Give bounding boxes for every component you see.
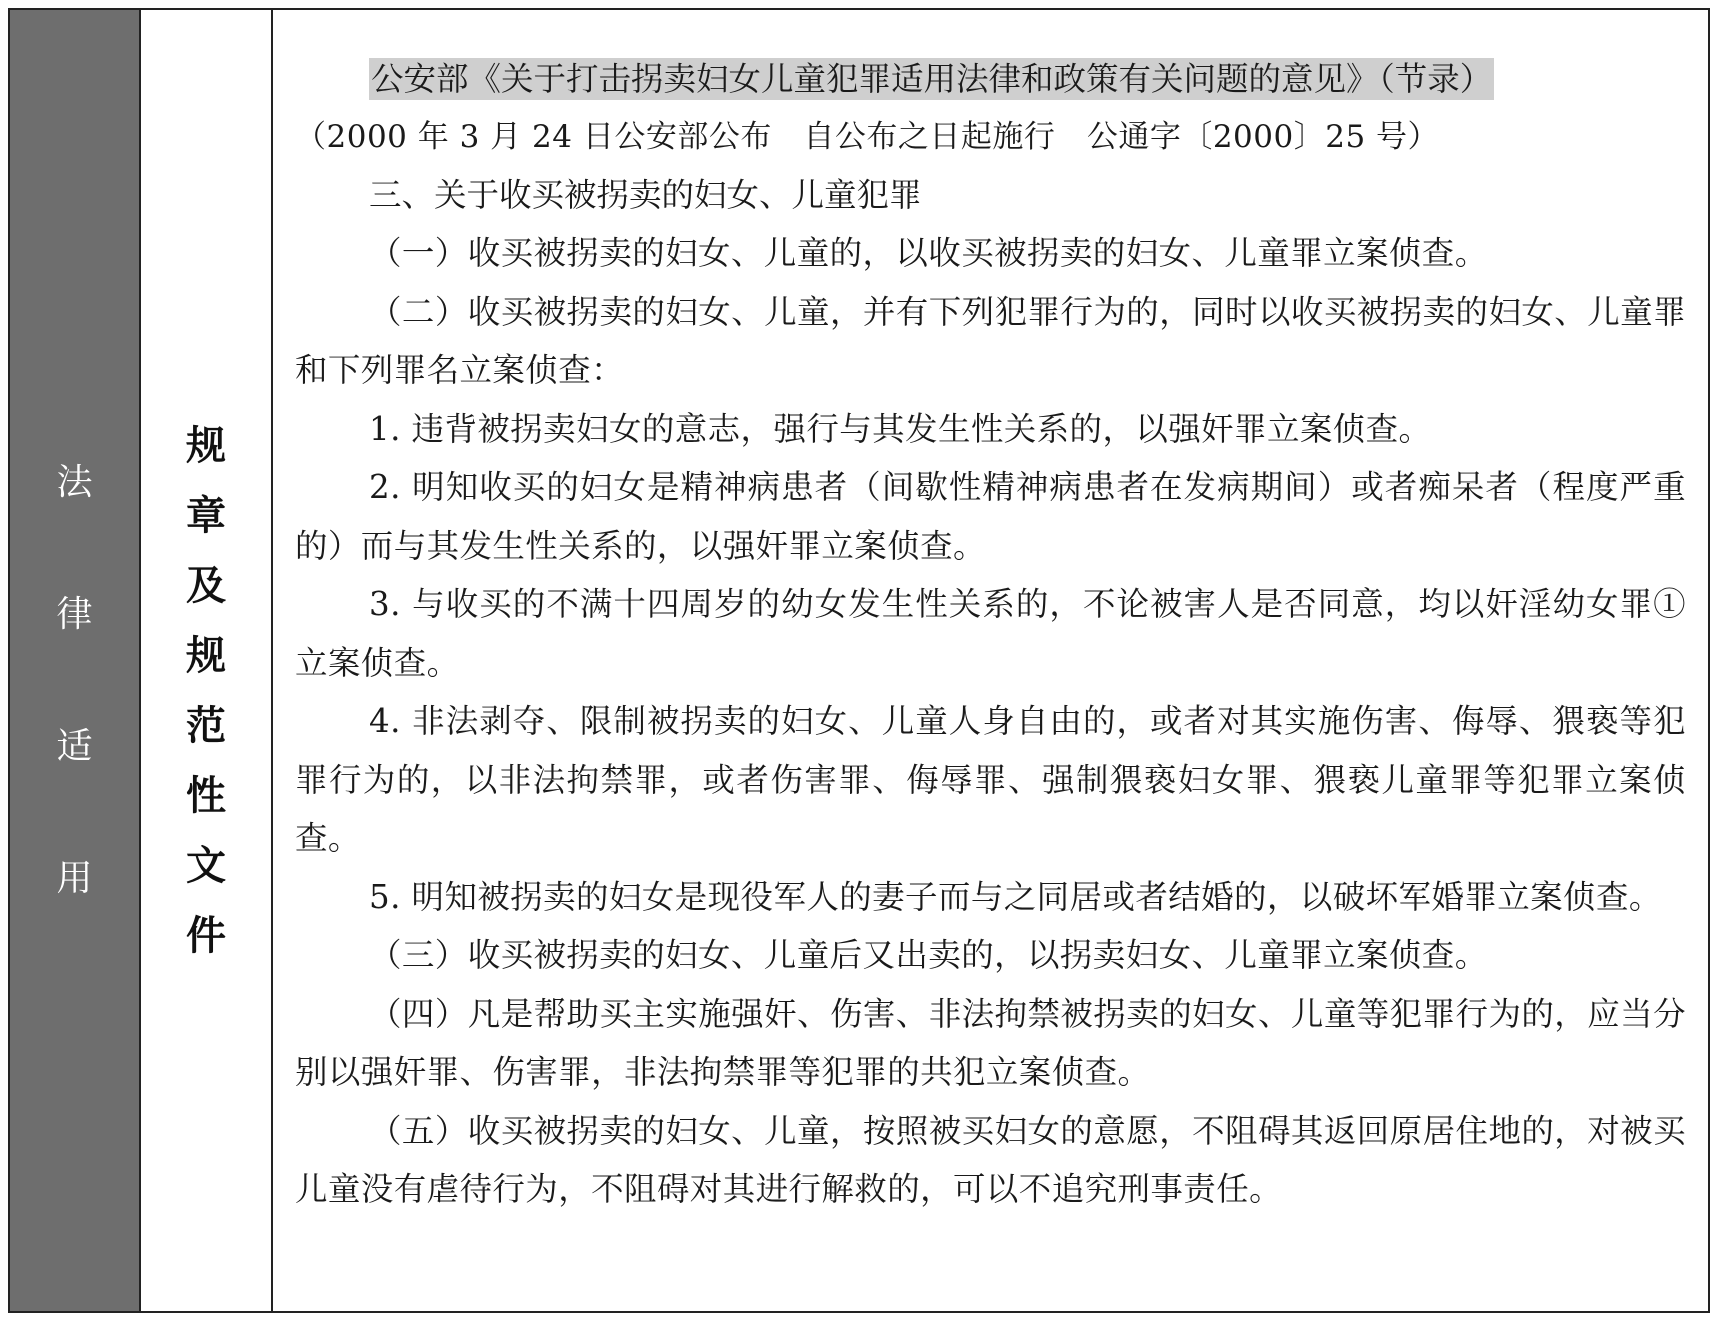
paragraph: （二）收买被拐卖的妇女、儿童，并有下列犯罪行为的，同时以收买被拐卖的妇女、儿童罪和下列罪名立案侦查：	[295, 292, 1686, 389]
section-heading: 三、关于收买被拐卖的妇女、儿童犯罪	[369, 176, 922, 214]
category-label-char: 件	[186, 912, 226, 959]
category-label-char: 范	[186, 702, 226, 749]
side-label-char: 律	[56, 593, 93, 635]
paragraph: 3. 与收买的不满十四周岁的幼女发生性关系的，不论被害人是否同意，均以奸淫幼女罪①立案侦查。	[295, 585, 1686, 682]
side-label	[56, 461, 93, 899]
category-label-char: 性	[186, 772, 226, 819]
category-label-char: 规	[186, 422, 226, 469]
document-table	[8, 8, 1710, 1313]
paragraph: （三）收买被拐卖的妇女、儿童后又出卖的，以拐卖妇女、儿童罪立案侦查。	[369, 936, 1488, 974]
category-label-char: 规	[186, 632, 226, 679]
paragraph: （五）收买被拐卖的妇女、儿童，按照被买妇女的意愿，不阻碍其返回原居住地的，对被买儿童没有虐待行为，不阻碍对其进行解救的，可以不追究刑事责任。	[295, 1111, 1686, 1208]
category-label	[186, 422, 226, 959]
paragraph: （四）凡是帮助买主实施强奸、伤害、非法拘禁被拐卖的妇女、儿童等犯罪行为的，应当分别以强奸罪、伤害罪，非法拘禁罪等犯罪的共犯立案侦查。	[295, 994, 1686, 1091]
document-title-text: 公安部《关于打击拐卖妇女儿童犯罪适用法律和政策有关问题的意见》（节录）	[371, 60, 1493, 98]
paragraph: 4. 非法剥夺、限制被拐卖的妇女、儿童人身自由的，或者对其实施伤害、侮辱、猥亵等犯罪行为的，以非法拘禁罪，或者伤害罪、侮辱罪、强制猥亵妇女罪、猥亵儿童罪等犯罪立案侦查。	[295, 702, 1686, 857]
category-label-column	[141, 10, 273, 1311]
side-label-char: 法	[56, 461, 93, 503]
document-source: （2000 年 3 月 24 日公安部公布 自公布之日起施行 公通字〔2000〕25 号）	[295, 119, 1440, 155]
paragraph: 5. 明知被拐卖的妇女是现役军人的妻子而与之同居或者结婚的，以破坏军婚罪立案侦查。	[369, 877, 1662, 916]
content-column	[273, 10, 1708, 1311]
category-label-char: 及	[186, 562, 226, 609]
category-label-char: 文	[186, 842, 226, 889]
side-label-column	[10, 10, 141, 1311]
category-label-char: 章	[186, 492, 226, 539]
side-label-char: 适	[56, 725, 93, 767]
paragraph: 2. 明知收买的妇女是精神病患者（间歇性精神病患者在发病期间）或者痴呆者（程度严重的）而与其发生性关系的，以强奸罪立案侦查。	[295, 468, 1686, 565]
document-title	[295, 50, 1686, 108]
side-label-char: 用	[56, 857, 93, 899]
paragraph: 1. 违背被拐卖妇女的意志，强行与其发生性关系的，以强奸罪立案侦查。	[369, 409, 1432, 448]
paragraph: （一）收买被拐卖的妇女、儿童的，以收买被拐卖的妇女、儿童罪立案侦查。	[369, 234, 1488, 272]
